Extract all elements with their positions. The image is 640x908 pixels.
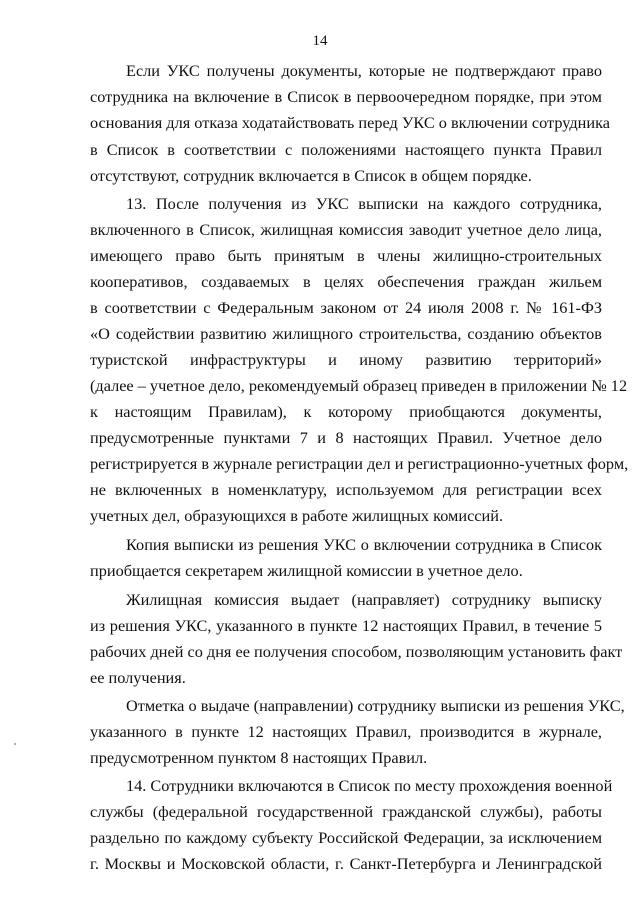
text-line: учетных дел, образующихся в работе жилищных комиссий. (90, 506, 504, 525)
text-line: кооперативов, создаваемых в целях обеспечения граждан жильем (90, 272, 602, 291)
text-line: (далее – учетное дело, рекомендуемый образец приведен в приложении № 12 (90, 376, 628, 395)
text-line: указанного в пункте 12 настоящих Правил, производится в журнале, (90, 722, 602, 741)
text-line: сотрудника на включение в Список в первоочередном порядке, при этом (90, 87, 602, 106)
text-line: основания для отказа ходатайствовать перед УКС о включении сотрудника (90, 113, 610, 132)
text-line: в соответствии с Федеральным законом от 24 июля 2008 г. № 161-ФЗ (90, 298, 602, 317)
text-line: в Список в соответствии с положениями настоящего пункта Правил (90, 140, 602, 159)
text-line: службы (федеральной государственной гражданской службы), работы (90, 802, 602, 821)
text-line: Отметка о выдаче (направлении) сотруднику выписки из решения УКС, (126, 696, 625, 715)
text-line: раздельно по каждому субъекту Российской Федерации, за исключением (90, 828, 602, 847)
text-line: к настоящим Правилам), к которому приобщаются документы, (90, 402, 602, 421)
text-line: 13. После получения из УКС выписки на каждого сотрудника, (126, 194, 602, 213)
text-line: Копия выписки из решения УКС о включении сотрудника в Список (126, 535, 602, 554)
text-line: отсутствуют, сотрудник включается в Список в общем порядке. (90, 166, 532, 185)
text-line: не включенных в номенклатуру, используемом для регистрации всех (90, 480, 602, 499)
text-line: Если УКС получены документы, которые не подтверждают право (126, 61, 602, 80)
text-line: предусмотренные пунктами 7 и 8 настоящих Правил. Учетное дело (90, 428, 602, 447)
text-line: регистрируется в журнале регистрации дел и регистрационно-учетных форм, (90, 454, 629, 473)
text-line: 14. Сотрудники включаются в Список по месту прохождения военной (126, 776, 613, 795)
text-line: приобщается секретарем жилищной комиссии в учетное дело. (90, 561, 523, 580)
text-line: «О содействии развитию жилищного строительства, созданию объектов (90, 324, 602, 343)
text-line: рабочих дней со дня ее получения способом, позволяющим установить факт (90, 642, 623, 661)
text-line: предусмотренном пунктом 8 настоящих Правил. (90, 748, 428, 767)
text-line: г. Москвы и Московской области, г. Санкт-Петербурга и Ленинградской (90, 854, 602, 873)
scan-mark (14, 743, 16, 745)
text-line: имеющего право быть принятым в члены жилищно-строительных (90, 246, 602, 265)
text-line: Жилищная комиссия выдает (направляет) сотруднику выписку (126, 590, 602, 609)
text-line: включенного в Список, жилищная комиссия заводит учетное дело лица, (90, 220, 602, 239)
text-line: из решения УКС, указанного в пункте 12 настоящих Правил, в течение 5 (90, 616, 602, 635)
text-line: ее получения. (90, 668, 186, 687)
page-number: 14 (312, 33, 328, 49)
text-line: туристской инфраструктуры и иному развитию территорий» (90, 350, 602, 369)
